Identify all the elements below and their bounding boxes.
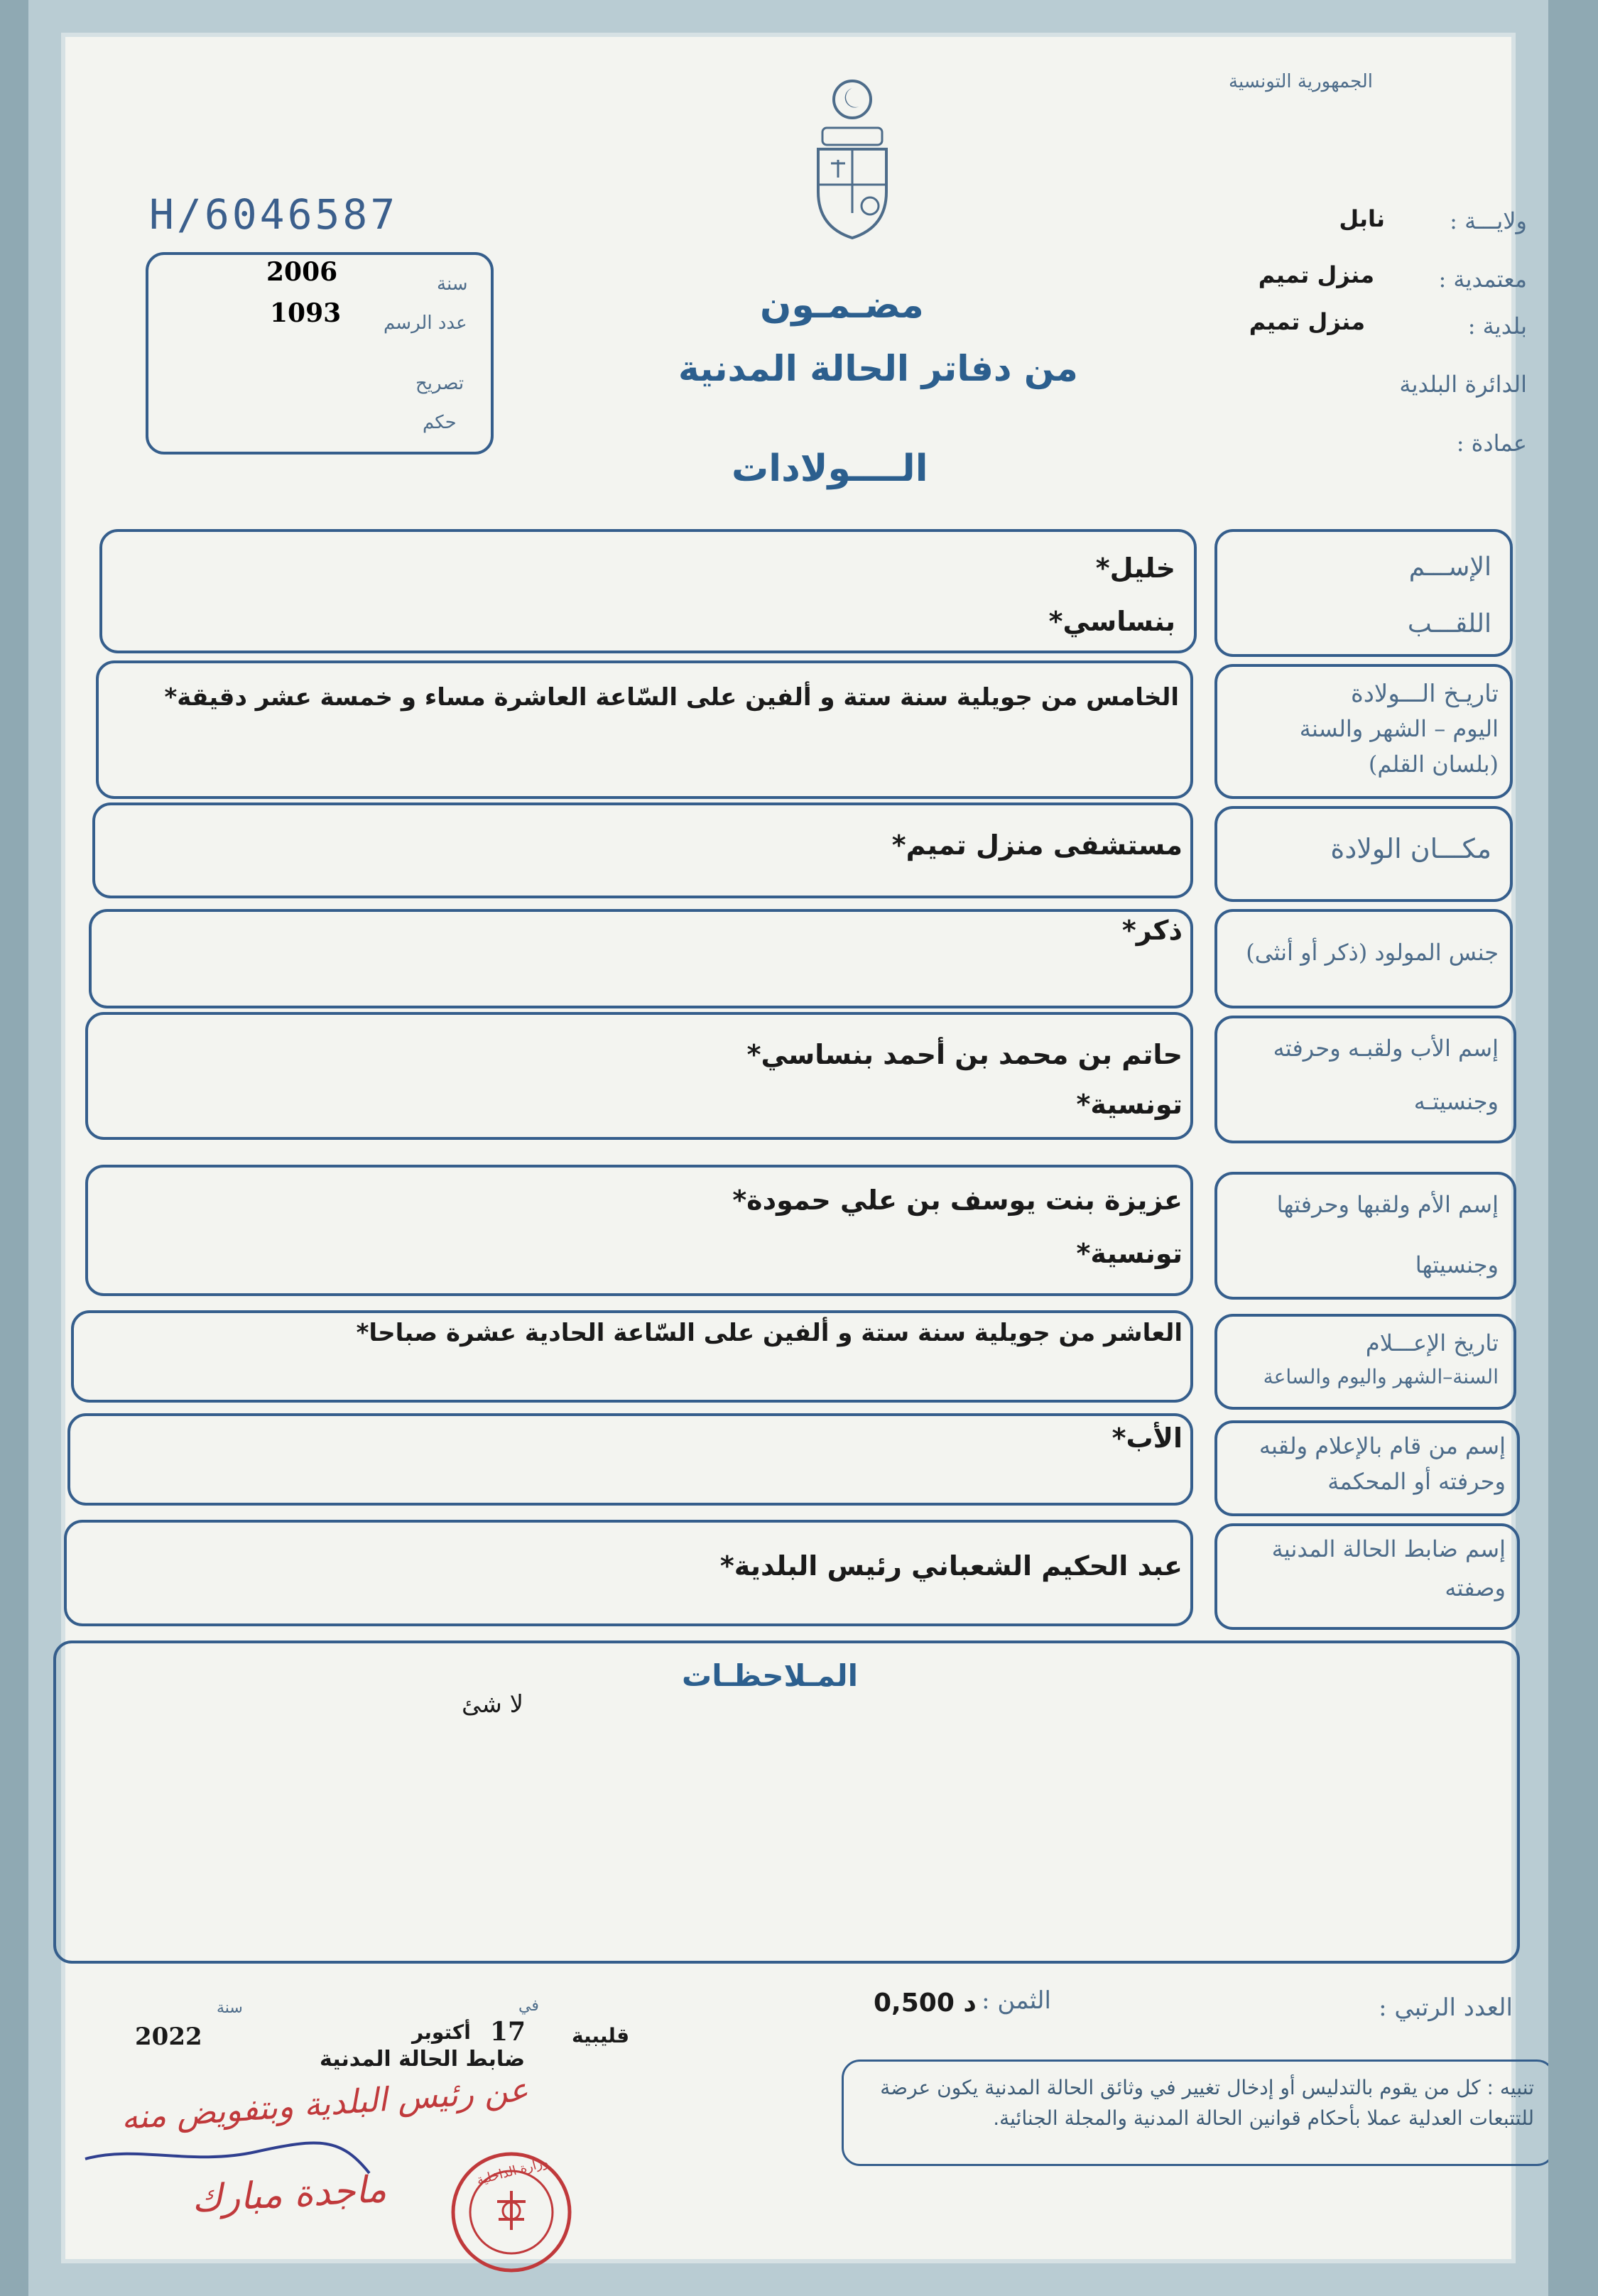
price-label: الثمن : [982,1986,1051,2015]
declaration-label: تصريح [415,373,464,394]
father-name-value: حاتم بن محمد بن أحمد بنساسي* [746,1039,1183,1070]
wilaya-label: ولايـــة : [1450,207,1527,234]
declaration-date-sublabel: السنة–الشهر واليوم والساعة [1263,1365,1499,1388]
stamp-text: وزارة الداخلية [475,2154,550,2189]
record-number-value: 1093 [270,298,342,328]
officer-label: إسم ضابط الحالة المدنية [1271,1535,1506,1562]
sex-value: ذكر* [1121,915,1183,946]
delegation-label: معتمدية : [1438,266,1527,293]
handwritten-name: ماجدة مبارك [190,2167,388,2221]
mother-name-value: عزيزة بنت يوسف بن علي حمودة* [732,1185,1183,1216]
wilaya-value: نابل [1339,205,1385,232]
official-stamp [447,2148,575,2276]
birth-certificate [28,0,1548,2296]
declaration-date-value: العاشر من جويلية سنة ستة و ألفين على السّاعة الحادية عشرة صباحا* [356,1319,1183,1347]
birth-place-label: مكـــان الولادة [1330,833,1491,864]
father-label-2: وجنسيتـه [1413,1088,1499,1115]
surname-value: بنساسي* [1048,606,1175,637]
mother-nationality-value: تونسية* [1076,1238,1183,1269]
republic-label: الجمهورية التونسية [1229,71,1374,92]
municipality-value: منزل تميم [1249,308,1365,335]
omda-label: عمادة : [1456,430,1527,457]
delegation-value: منزل تميم [1258,261,1374,288]
birth-date-sublabel: اليوم – الشهر والسنة [1299,715,1499,742]
mother-label: إسم الأم ولقبها وحرفتها [1276,1191,1499,1218]
price-value: 0,500 د [874,1988,977,2018]
record-number-label: عدد الرسم [384,312,467,334]
warning-text: تنبيه : كل من يقوم بالتدليس أو إدخال تغيير في وثائق الحالة المدنية يكون عرضة للتتبعات العدلية عملا بأحكام قوانين الحالة المدنية والمجلة الجنائية. [880,2076,1534,2131]
notes-value: لا شئ [462,1690,524,1719]
order-number-label: العدد الرتبي : [1379,1993,1513,2022]
notes-title: المـلاحظـات [682,1658,859,1693]
declaration-date-label: تاريخ الإعـــلام [1365,1329,1499,1356]
declarant-value: الأب* [1111,1422,1183,1454]
declarant-label: إسم من قام بالإعلام ولقبه [1259,1432,1506,1459]
father-label: إسم الأب ولقبـه وحرفته [1273,1035,1499,1062]
document-title: مضـمـون [760,284,924,327]
municipality-label: بلدية : [1467,312,1527,339]
coat-of-arms-icon [810,71,895,241]
surname-label: اللقـــب [1407,609,1491,638]
birth-date-note: (بلسان القلم) [1368,751,1499,778]
document-subtitle: من دفاتر الحالة المدنية [678,348,1078,389]
judgment-label: حكم [423,412,457,433]
father-nationality-value: تونسية* [1076,1089,1183,1120]
section-title: الــــولادات [732,447,928,490]
serial-number: H/6046587 [149,190,398,239]
issue-year: 2022 [135,2023,202,2051]
first-name-value: خليل* [1095,553,1175,584]
officer-value: عبد الحكيم الشعباني رئيس البلدية* [719,1550,1183,1582]
year-label: سنة [437,273,468,295]
birth-date-value: الخامس من جويلية سنة ستة و ألفين على السّاعة العاشرة مساء و خمسة عشر دقيقة* [164,683,1179,712]
first-name-label: الإســـم [1408,553,1491,582]
year-value: 2006 [266,257,338,287]
issue-place: قليبية [572,2024,630,2047]
in-label: في [518,1997,539,2015]
district-label: الدائرة البلدية [1399,371,1527,398]
birth-date-label: تاريـخ الـــولادة [1350,680,1499,708]
declarant-label-2: وحرفته أو المحكمة [1327,1468,1506,1495]
sex-label: جنس المولود (ذكر أو أنثى) [1246,939,1499,966]
officer-title: ضابط الحالة المدنية [320,2047,526,2072]
mother-label-2: وجنسيتها [1415,1251,1499,1278]
birth-place-value: مستشفى منزل تميم* [891,829,1183,861]
issue-month: أكتوبر [412,2020,471,2044]
issue-day: 17 [490,2017,526,2047]
year-small-label: سنة [217,1999,243,2017]
officer-label-2: وصفته [1445,1574,1506,1601]
handwritten-delegation: عن رئيس البلدية وبتفويض منه [119,2070,530,2137]
